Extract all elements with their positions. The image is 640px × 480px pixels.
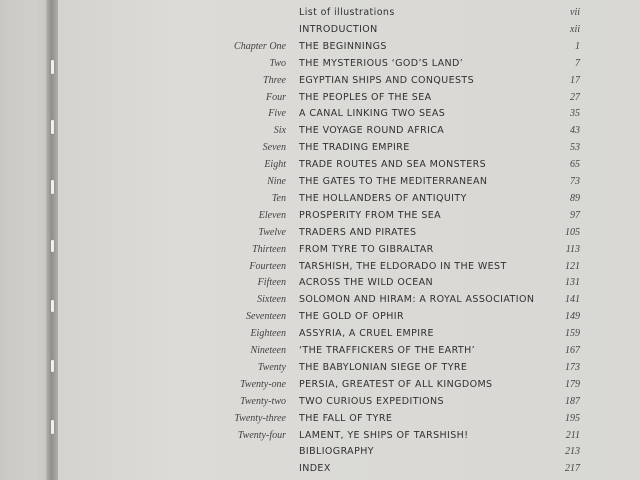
entry-title: ‘THE TRAFFICKERS OF THE EARTH’ — [299, 345, 476, 356]
page-number: 149 — [565, 311, 580, 323]
page-number: 217 — [565, 463, 580, 475]
page-number: 113 — [565, 243, 580, 255]
entry-title: EGYPTIAN SHIPS AND CONQUESTS — [299, 74, 475, 86]
page-number: 89 — [570, 192, 580, 204]
page-number: 7 — [575, 57, 580, 69]
entry-title: THE GOLD OF OPHIR — [299, 311, 404, 323]
page-number: 195 — [565, 412, 580, 424]
entry-title: FROM TYRE TO GIBRALTAR — [299, 243, 434, 255]
entry-title: TRADE ROUTES AND SEA MONSTERS — [299, 159, 487, 171]
entry-title: THE BEGINNINGS — [299, 40, 387, 52]
page-number: 131 — [565, 277, 580, 289]
chapter-number: Nine — [267, 176, 286, 187]
page-number: 167 — [565, 345, 580, 356]
entry-title: THE MYSTERIOUS ‘GOD’S LAND’ — [299, 57, 464, 69]
entry-title: THE HOLLANDERS OF ANTIQUITY — [299, 192, 467, 204]
toc-entry — [0, 241, 640, 258]
page-number: vii — [570, 7, 580, 18]
page-number: 211 — [565, 429, 580, 441]
entry-title: ASSYRIA, A CRUEL EMPIRE — [299, 328, 434, 340]
toc-entry — [0, 325, 640, 342]
chapter-number: Twelve — [258, 226, 286, 238]
entry-title: THE GATES TO THE MEDITERRANEAN — [299, 176, 488, 187]
page-number: 73 — [570, 176, 580, 187]
chapter-number: Four — [266, 91, 286, 103]
entry-title: THE BABYLONIAN SIEGE OF TYRE — [299, 361, 468, 373]
entry-title: A CANAL LINKING TWO SEAS — [299, 108, 446, 120]
entry-title: THE TRADING EMPIRE — [299, 142, 410, 154]
page-number: 187 — [565, 395, 580, 407]
entry-title: LAMENT, YE SHIPS OF TARSHISH! — [299, 429, 469, 441]
page-number: 27 — [570, 91, 580, 103]
entry-title: PERSIA, GREATEST OF ALL KINGDOMS — [299, 378, 493, 390]
page-number: 97 — [570, 209, 580, 221]
chapter-number: Eight — [264, 159, 286, 171]
toc-entry — [0, 460, 640, 477]
entry-title: TARSHISH, THE ELDORADO IN THE WEST — [299, 260, 507, 272]
entry-title: INTRODUCTION — [299, 23, 378, 35]
entry-title: THE VOYAGE ROUND AFRICA — [299, 125, 445, 137]
toc-entry — [0, 21, 640, 38]
chapter-number: Fifteen — [257, 277, 286, 289]
toc-entry — [0, 38, 640, 55]
entry-title: TRADERS AND PIRATES — [299, 226, 417, 238]
entry-title: BIBLIOGRAPHY — [299, 446, 374, 458]
toc-entry — [0, 224, 640, 241]
page-number: 65 — [570, 159, 580, 171]
chapter-number: Seven — [262, 142, 286, 154]
chapter-number: Fourteen — [249, 260, 286, 272]
toc-entry — [0, 122, 640, 139]
chapter-number: Sixteen — [257, 294, 286, 306]
toc-entry — [0, 4, 640, 21]
toc-entry — [0, 427, 640, 444]
chapter-number: Seventeen — [246, 311, 286, 323]
chapter-number: Nineteen — [250, 345, 286, 356]
toc-entry — [0, 156, 640, 173]
toc-entry — [0, 410, 640, 427]
chapter-number: Two — [269, 57, 286, 69]
page-number: 179 — [565, 378, 580, 390]
chapter-number: Five — [268, 108, 286, 120]
toc-entry — [0, 55, 640, 72]
toc-entry — [0, 359, 640, 376]
chapter-number: Twenty-three — [234, 412, 286, 424]
page-number: 35 — [570, 108, 580, 120]
entry-title: List of illustrations — [299, 7, 395, 18]
toc-entry — [0, 105, 640, 122]
chapter-number: Thirteen — [252, 243, 286, 255]
page-number: 173 — [565, 361, 580, 373]
entry-title: THE FALL OF TYRE — [299, 412, 393, 424]
toc-entry — [0, 443, 640, 460]
toc-entry — [0, 291, 640, 308]
toc-entry — [0, 190, 640, 207]
chapter-number: Ten — [271, 192, 286, 204]
toc-entry — [0, 393, 640, 410]
chapter-number: Chapter One — [234, 40, 286, 52]
toc-entry — [0, 258, 640, 275]
chapter-number: Twenty-one — [240, 378, 286, 390]
toc-entry — [0, 139, 640, 156]
chapter-number: Eleven — [258, 209, 286, 221]
page-number: xii — [570, 23, 580, 35]
page-number: 17 — [570, 74, 580, 86]
entry-title: PROSPERITY FROM THE SEA — [299, 209, 442, 221]
page-number: 159 — [565, 328, 580, 340]
entry-title: ACROSS THE WILD OCEAN — [299, 277, 434, 289]
page-number: 43 — [570, 125, 580, 137]
page-number: 121 — [565, 260, 580, 272]
entry-title: INDEX — [299, 463, 331, 475]
toc-entry — [0, 274, 640, 291]
chapter-number: Twenty — [257, 361, 286, 373]
entry-title: TWO CURIOUS EXPEDITIONS — [299, 395, 444, 407]
toc-entry — [0, 342, 640, 359]
chapter-number: Twenty-two — [240, 395, 286, 407]
toc-entry — [0, 72, 640, 89]
page-number: 213 — [565, 446, 580, 458]
toc-entry — [0, 207, 640, 224]
toc-entry — [0, 173, 640, 190]
page-number: 53 — [570, 142, 580, 154]
entry-title: THE PEOPLES OF THE SEA — [299, 91, 432, 103]
page-number: 141 — [565, 294, 580, 306]
chapter-number: Three — [263, 74, 286, 86]
chapter-number: Eighteen — [250, 328, 286, 340]
toc-entry — [0, 376, 640, 393]
toc-entry — [0, 89, 640, 106]
toc-entry — [0, 308, 640, 325]
chapter-number: Twenty-four — [237, 429, 286, 441]
page-number: 1 — [575, 40, 580, 52]
entry-title: SOLOMON AND HIRAM: A ROYAL ASSOCIATION — [299, 294, 535, 306]
chapter-number: Six — [273, 125, 286, 137]
page-number: 105 — [565, 226, 580, 238]
